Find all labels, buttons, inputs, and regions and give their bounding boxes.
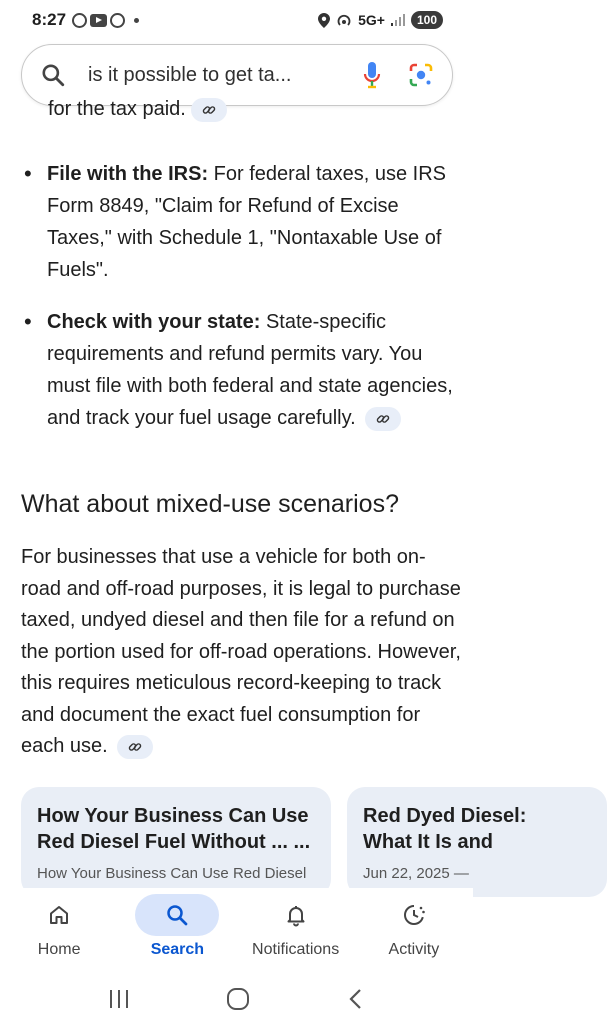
back-icon[interactable]	[346, 987, 366, 1011]
bullet-heading: File with the IRS:	[47, 163, 209, 185]
bullet-body: State-specific requirements and refund permits vary. You must file with both federal and state agencies, and track your fuel usage carefully.	[47, 311, 453, 429]
bullet-body: For federal taxes, use IRS Form 8849, "Claim for Refund of Excise Taxes," with Schedule 1, "Nontaxable Use of Fuels".	[47, 163, 447, 281]
ai-answer-content	[0, 98, 527, 888]
source-card[interactable]	[347, 787, 607, 897]
threads-icon-2	[110, 13, 125, 28]
bullet-heading: Check with your state:	[47, 311, 261, 333]
source-card[interactable]	[21, 787, 331, 897]
nav-label: Activity	[388, 941, 440, 958]
nav-label: Notifications	[252, 941, 340, 958]
link-icon	[376, 412, 390, 426]
card-title-line1: Red Dyed Diesel:	[363, 805, 527, 827]
nav-label: Home	[37, 941, 81, 958]
section-paragraph: For businesses that use a vehicle for both on-road and off-road purposes, it is legal to purchase taxed, undyed diesel and then file for a refund on the portion used for off-road operations. However, this requires meticulous record-keeping to track and document the exact fuel consumption for each use.	[21, 546, 461, 757]
bottom-navigation	[0, 888, 473, 974]
network-type: 5G+	[358, 12, 385, 28]
battery-badge: 100	[411, 11, 443, 29]
source-link-chip[interactable]	[117, 735, 153, 759]
microphone-icon[interactable]	[362, 60, 382, 90]
nav-notifications[interactable]	[237, 894, 355, 974]
home-icon	[47, 903, 71, 927]
more-notifications-icon	[134, 18, 139, 23]
bell-icon	[284, 903, 308, 927]
location-icon	[318, 13, 330, 28]
link-icon	[202, 103, 216, 117]
status-time: 8:27	[32, 10, 67, 29]
link-icon	[128, 740, 142, 754]
signal-icon	[391, 14, 405, 26]
youtube-icon	[90, 14, 107, 27]
search-icon	[40, 62, 66, 88]
threads-icon	[72, 13, 87, 28]
list-item: • File with the IRS: For federal taxes, use IRS Form 8849, "Claim for Refund of Excise Taxes," with Schedule 1, "Nontaxable Use of Fuels".	[24, 161, 447, 281]
activity-icon	[401, 902, 427, 928]
list-item: • Check with your state: State-specific requirements and refund permits vary. You must file with both federal and state agencies, and track your fuel usage carefully.	[24, 309, 453, 429]
system-navigation-bar	[0, 974, 473, 1024]
status-bar	[0, 0, 473, 40]
search-input[interactable]: is it possible to get ta...	[88, 63, 292, 86]
source-link-chip[interactable]	[191, 98, 227, 122]
status-right	[318, 11, 443, 29]
source-link-chip[interactable]	[365, 407, 401, 431]
nav-home[interactable]	[0, 894, 118, 974]
card-title-line1: How Your Business Can Use	[37, 805, 309, 827]
source-cards-carousel	[21, 787, 527, 897]
search-icon	[165, 903, 189, 927]
card-title-line2: Red Diesel Fuel Without ... ...	[37, 831, 311, 853]
google-lens-icon[interactable]	[408, 62, 434, 88]
hotspot-icon	[336, 13, 352, 28]
bullet-list	[21, 158, 461, 454]
section-heading: What about mixed-use scenarios?	[21, 490, 399, 518]
card-subtitle: Jun 22, 2025 —	[363, 865, 469, 882]
home-button-icon[interactable]	[225, 986, 251, 1012]
nav-label: Search	[150, 941, 205, 958]
card-subtitle: How Your Business Can Use Red Diesel	[37, 865, 307, 882]
nav-activity[interactable]	[355, 894, 473, 974]
card-title-line2: What It Is and	[363, 831, 493, 853]
partial-text-line: for the tax paid.	[48, 94, 227, 116]
status-left	[32, 10, 139, 30]
recent-apps-icon[interactable]	[107, 988, 131, 1010]
nav-search[interactable]	[118, 894, 236, 974]
